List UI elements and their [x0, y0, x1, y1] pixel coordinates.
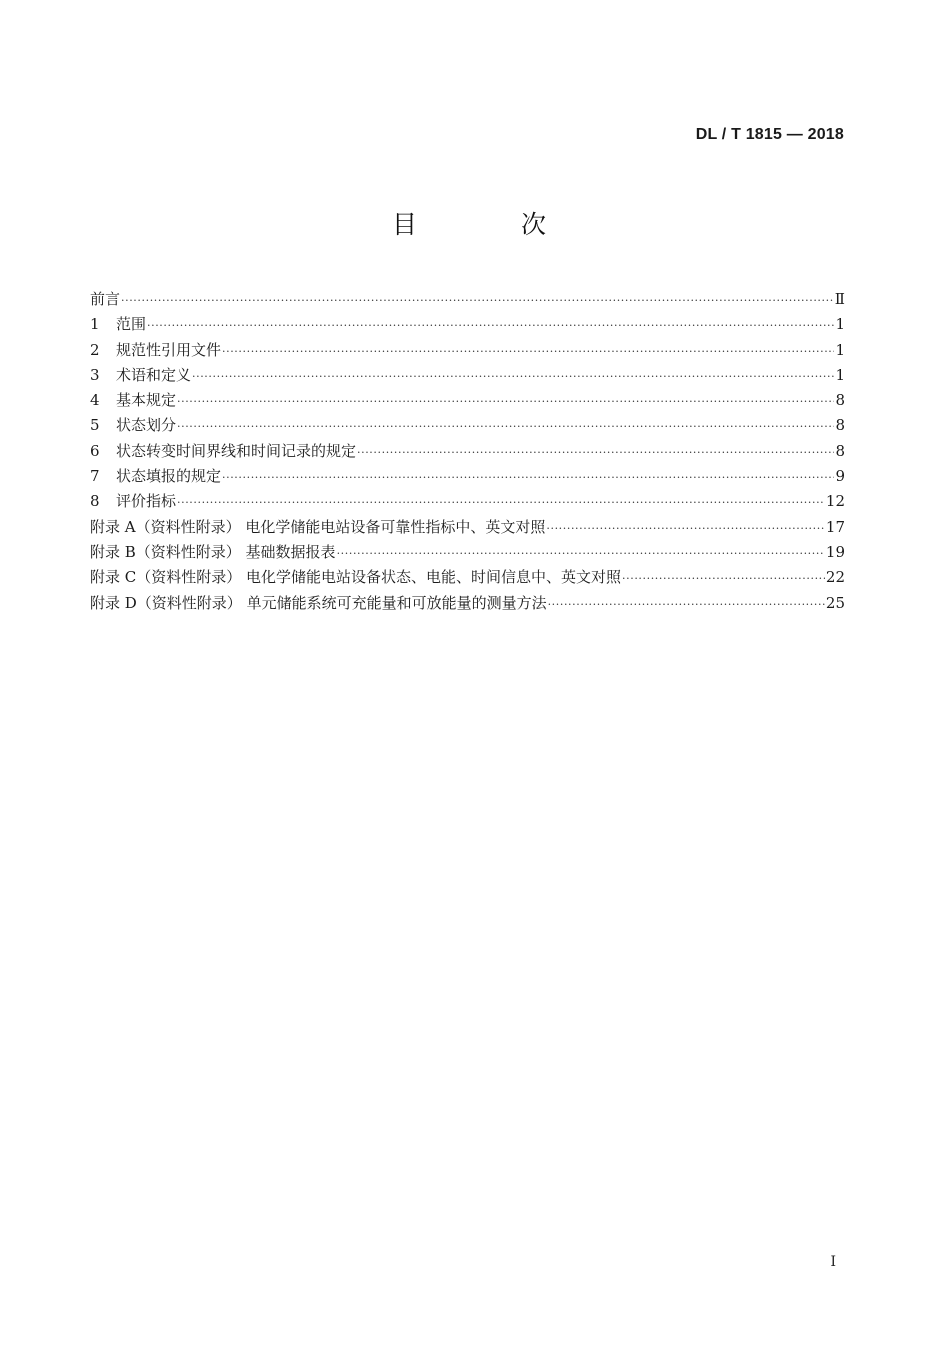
toc-entry-text: 状态转变时间界线和时间记录的规定: [116, 441, 357, 460]
toc-leader-dots: [546, 516, 825, 541]
toc-leader-dots: [177, 414, 834, 439]
toc-leader-dots: [222, 339, 834, 364]
toc-entry-number: 8: [90, 492, 100, 511]
toc-entry-page: 1: [835, 365, 845, 384]
toc-entry-page: 1: [835, 340, 845, 359]
toc-entry-appendix-a[interactable]: [90, 515, 845, 540]
toc-entry-page: 12: [825, 492, 845, 511]
toc-entry-text: 状态划分: [116, 416, 177, 435]
toc-entry-text: 术语和定义: [116, 365, 192, 384]
toc-entry-page: 17: [825, 517, 845, 536]
toc-entry-number: 2: [90, 340, 100, 359]
toc-entry-page: 1: [835, 315, 845, 334]
toc-entry-number: 4: [90, 391, 100, 410]
toc-leader-dots: [147, 313, 834, 338]
toc-entry-number: 5: [90, 416, 100, 435]
page-title: 目 次: [392, 210, 594, 239]
toc-leader-dots: [337, 541, 825, 566]
toc-entry-page: 9: [835, 467, 845, 486]
toc-entry-page: 8: [835, 416, 845, 435]
toc-entry-preface[interactable]: [90, 287, 845, 312]
toc-entry-3[interactable]: [90, 363, 845, 388]
toc-entry-text: 附录 B（资料性附录） 基础数据报表: [90, 542, 336, 561]
toc-entry-page: 8: [835, 441, 845, 460]
toc-entry-text: 基本规定: [116, 391, 177, 410]
toc-entry-8[interactable]: [90, 489, 845, 514]
toc-leader-dots: [357, 440, 834, 465]
document-number: DL / T 1815 — 2018: [695, 126, 844, 143]
toc-entry-text: 附录 C（资料性附录） 电化学储能电站设备状态、电能、时间信息中、英文对照: [90, 568, 622, 587]
toc-entry-page: 22: [825, 568, 845, 587]
toc-leader-dots: [222, 465, 834, 490]
page-number: I: [830, 1254, 836, 1270]
toc-entry-2[interactable]: [90, 338, 845, 363]
toc-entry-page: 25: [825, 593, 845, 612]
toc-entry-number: 1: [90, 315, 100, 334]
toc-entry-page: Ⅱ: [834, 290, 845, 308]
toc-entry-4[interactable]: [90, 388, 845, 413]
toc-entry-text: 规范性引用文件: [116, 340, 222, 359]
toc-leader-dots: [121, 288, 834, 313]
toc-entry-text: 前言: [90, 290, 121, 308]
toc-entry-5[interactable]: [90, 413, 845, 438]
toc-entry-appendix-c[interactable]: [90, 565, 845, 590]
toc-entry-text: 评价指标: [116, 492, 177, 511]
toc-entry-7[interactable]: [90, 464, 845, 489]
toc-leader-dots: [192, 364, 834, 389]
toc-entry-appendix-d[interactable]: [90, 591, 845, 616]
toc-leader-dots: [177, 490, 825, 515]
toc-entry-1[interactable]: [90, 312, 845, 337]
toc-entry-page: 19: [825, 542, 845, 561]
toc-entry-text: 附录 A（资料性附录） 电化学储能电站设备可靠性指标中、英文对照: [90, 517, 546, 536]
toc-leader-dots: [548, 592, 825, 617]
toc-leader-dots: [177, 389, 834, 414]
toc-entry-page: 8: [835, 391, 845, 410]
toc-entry-number: 7: [90, 467, 100, 486]
toc-entry-text: 状态填报的规定: [116, 467, 222, 486]
table-of-contents: [90, 287, 845, 616]
toc-entry-text: 范围: [116, 315, 147, 334]
toc-entry-number: 3: [90, 365, 100, 384]
toc-entry-6[interactable]: [90, 439, 845, 464]
toc-entry-number: 6: [90, 441, 100, 460]
toc-leader-dots: [622, 566, 825, 591]
toc-entry-text: 附录 D（资料性附录） 单元储能系统可充能量和可放能量的测量方法: [90, 593, 547, 612]
toc-entry-appendix-b[interactable]: [90, 540, 845, 565]
